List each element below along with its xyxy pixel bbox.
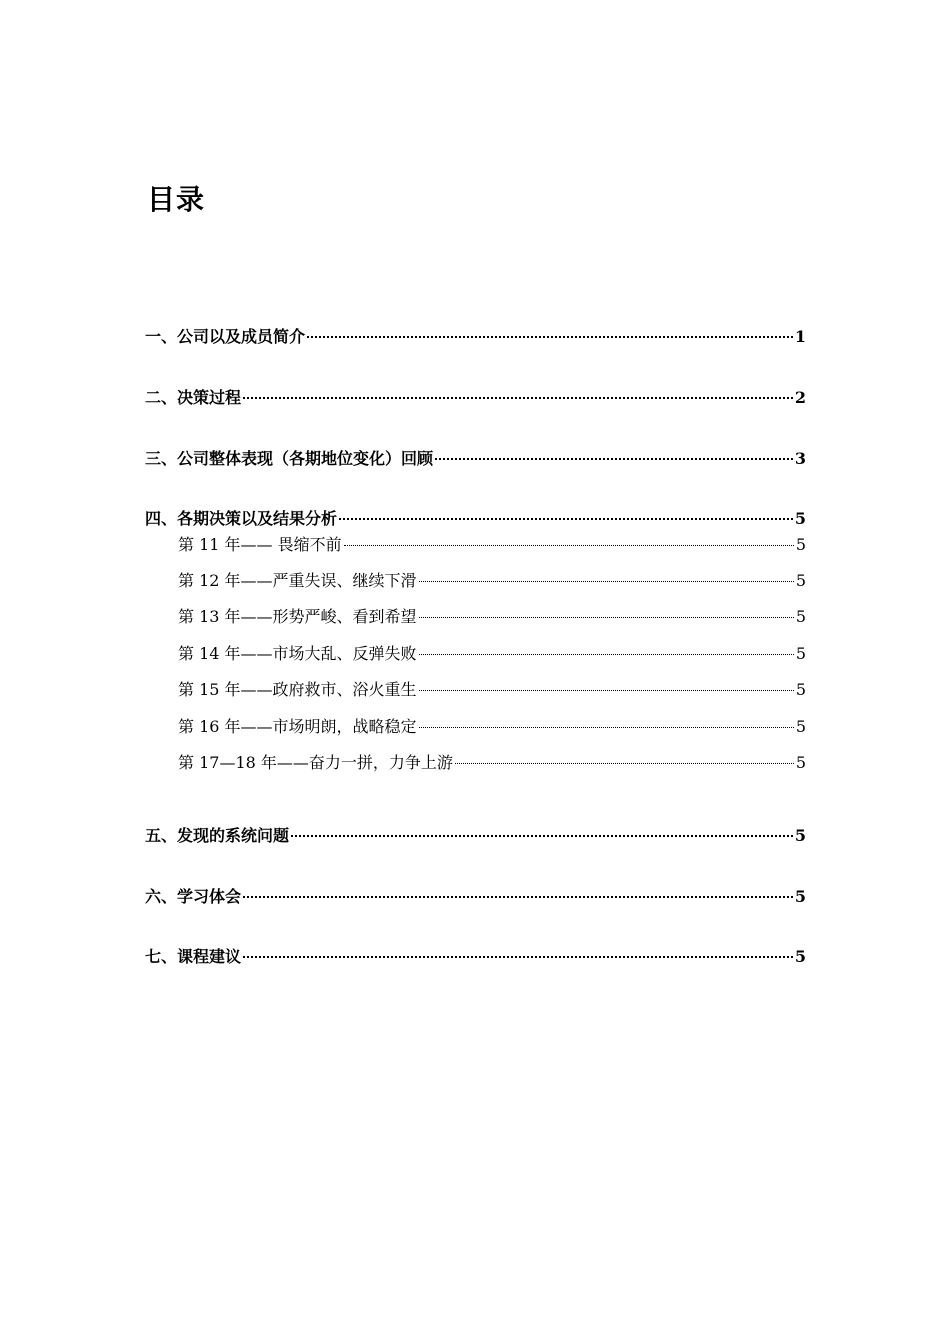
toc-entry-year-17-18[interactable] [178, 751, 806, 775]
toc-page-number: 5 [795, 535, 806, 554]
toc-entry-section-5[interactable] [145, 824, 806, 848]
dot-leader [243, 896, 793, 898]
dot-leader [419, 617, 794, 618]
dot-leader [419, 727, 794, 728]
dot-leader [435, 458, 793, 460]
toc-page-number: 3 [794, 449, 806, 468]
toc-page-number: 5 [795, 571, 806, 590]
toc-entry-label: 第 11 年—— 畏缩不前 [178, 535, 342, 554]
toc-entry-label: 六、学习体会 [145, 887, 242, 906]
dot-leader [419, 581, 794, 582]
toc-entry-label: 一、公司以及成员简介 [145, 327, 306, 346]
toc-entry-label: 第 12 年——严重失误、继续下滑 [178, 571, 417, 590]
dot-leader [455, 763, 794, 764]
dot-leader [291, 835, 793, 837]
toc-page-number: 5 [795, 644, 806, 663]
toc-entry-label: 七、课程建议 [145, 947, 242, 966]
toc-entry-section-7[interactable] [145, 945, 806, 969]
toc-page-number: 5 [794, 509, 806, 528]
toc-entry-label: 第 15 年——政府救市、浴火重生 [178, 680, 417, 699]
toc-entry-section-2[interactable] [145, 386, 806, 410]
toc-entry-label: 二、决策过程 [145, 388, 242, 407]
dot-leader [243, 397, 793, 399]
dot-leader [344, 545, 794, 546]
toc-entry-label: 第 14 年——市场大乱、反弹失败 [178, 644, 417, 663]
toc-entry-section-4[interactable] [145, 507, 806, 531]
toc-entry-section-6[interactable] [145, 885, 806, 909]
toc-page-number: 5 [794, 887, 806, 906]
toc-page-number: 5 [795, 753, 806, 772]
toc-page-number: 1 [794, 327, 806, 346]
toc-page-number: 5 [795, 607, 806, 626]
toc-page-number: 5 [795, 717, 806, 736]
toc-entry-label: 第 16 年——市场明朗，战略稳定 [178, 717, 417, 736]
toc-entry-section-1[interactable] [145, 325, 806, 349]
toc-page-number: 5 [794, 826, 806, 845]
toc-entry-year-16[interactable] [178, 715, 806, 739]
toc-page-number: 5 [795, 680, 806, 699]
toc-entry-year-12[interactable] [178, 569, 806, 593]
dot-leader [419, 690, 794, 691]
toc-entry-label: 三、公司整体表现（各期地位变化）回顾 [145, 449, 434, 468]
toc-entry-year-14[interactable] [178, 642, 806, 666]
toc-entry-year-15[interactable] [178, 678, 806, 702]
dot-leader [419, 654, 794, 655]
toc-entry-label: 五、发现的系统问题 [145, 826, 290, 845]
dot-leader [243, 956, 793, 958]
toc-entry-label: 第 13 年——形势严峻、看到希望 [178, 607, 417, 626]
toc-page-number: 5 [794, 947, 806, 966]
toc-entry-label: 四、各期决策以及结果分析 [145, 509, 338, 528]
toc-page-number: 2 [794, 388, 806, 407]
dot-leader [307, 336, 793, 338]
toc-entry-label: 第 17—18 年——奋力一拼，力争上游 [178, 753, 453, 772]
toc-entry-section-3[interactable] [145, 447, 806, 471]
toc-entry-year-11[interactable] [178, 533, 806, 557]
toc-entry-year-13[interactable] [178, 605, 806, 629]
dot-leader [339, 518, 793, 520]
toc-title: 目录 [147, 183, 206, 216]
